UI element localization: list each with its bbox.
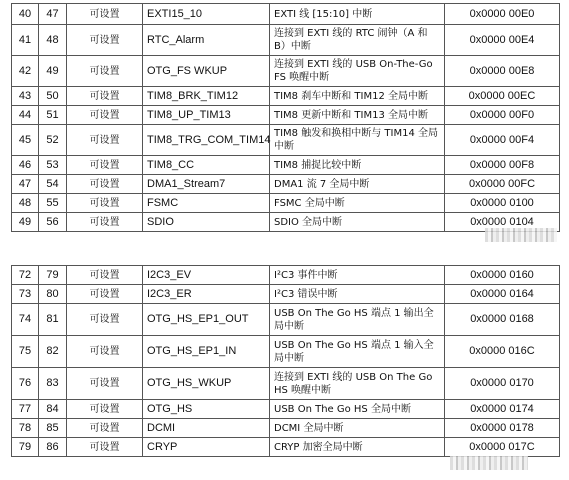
priority-type-cell: 可设置: [67, 368, 143, 400]
table-row: [12, 336, 560, 368]
description-cell: DCMI 全局中断: [270, 419, 445, 438]
address-cell: 0x0000 0178: [445, 419, 560, 438]
vector-name-cell: CRYP: [143, 438, 270, 457]
position-cell: 44: [12, 106, 39, 125]
address-cell: 0x0000 0100: [445, 194, 560, 213]
priority-cell: 51: [39, 106, 67, 125]
priority-cell: 52: [39, 125, 67, 156]
priority-type-cell: 可设置: [67, 4, 143, 25]
vector-name-cell: FSMC: [143, 194, 270, 213]
table-row: [12, 194, 560, 213]
table-row: [12, 87, 560, 106]
priority-type-cell: 可设置: [67, 336, 143, 368]
priority-type-cell: 可设置: [67, 156, 143, 175]
priority-cell: 54: [39, 175, 67, 194]
description-cell: 连接到 EXTI 线的 USB On The Go HS 唤醒中断: [270, 368, 445, 400]
description-cell: CRYP 加密全局中断: [270, 438, 445, 457]
address-cell: 0x0000 0170: [445, 368, 560, 400]
position-cell: 43: [12, 87, 39, 106]
description-cell: DMA1 流 7 全局中断: [270, 175, 445, 194]
table-row: [12, 175, 560, 194]
watermark-blur: [450, 456, 528, 470]
table-row: [12, 25, 560, 56]
vector-name-cell: EXTI15_10: [143, 4, 270, 25]
address-cell: 0x0000 00FC: [445, 175, 560, 194]
position-cell: 77: [12, 400, 39, 419]
description-cell: I²C3 错误中断: [270, 285, 445, 304]
description-cell: USB On The Go HS 端点 1 输出全局中断: [270, 304, 445, 336]
address-cell: 0x0000 00EC: [445, 87, 560, 106]
description-cell: 连接到 EXTI 线的 RTC 闹钟（A 和 B）中断: [270, 25, 445, 56]
vector-name-cell: OTG_HS_EP1_OUT: [143, 304, 270, 336]
table-row: [12, 213, 560, 232]
priority-type-cell: 可设置: [67, 125, 143, 156]
priority-cell: 53: [39, 156, 67, 175]
table-row: [12, 419, 560, 438]
address-cell: 0x0000 0164: [445, 285, 560, 304]
table-row: [12, 4, 560, 25]
description-cell: FSMC 全局中断: [270, 194, 445, 213]
priority-cell: 84: [39, 400, 67, 419]
priority-type-cell: 可设置: [67, 106, 143, 125]
position-cell: 48: [12, 194, 39, 213]
priority-type-cell: 可设置: [67, 304, 143, 336]
priority-cell: 56: [39, 213, 67, 232]
vector-table-bottom-body: [12, 266, 560, 457]
address-cell: 0x0000 017C: [445, 438, 560, 457]
address-cell: 0x0000 00F0: [445, 106, 560, 125]
position-cell: 74: [12, 304, 39, 336]
vector-name-cell: OTG_HS_EP1_IN: [143, 336, 270, 368]
table-row: [12, 106, 560, 125]
address-cell: 0x0000 016C: [445, 336, 560, 368]
table-row: [12, 400, 560, 419]
table-row: [12, 156, 560, 175]
description-cell: TIM8 捕捉比较中断: [270, 156, 445, 175]
position-cell: 41: [12, 25, 39, 56]
priority-type-cell: 可设置: [67, 419, 143, 438]
vector-table-top: [11, 3, 560, 232]
vector-name-cell: OTG_HS_WKUP: [143, 368, 270, 400]
description-cell: I²C3 事件中断: [270, 266, 445, 285]
priority-cell: 55: [39, 194, 67, 213]
vector-name-cell: OTG_HS: [143, 400, 270, 419]
priority-cell: 83: [39, 368, 67, 400]
address-cell: 0x0000 00F8: [445, 156, 560, 175]
priority-cell: 86: [39, 438, 67, 457]
vector-name-cell: RTC_Alarm: [143, 25, 270, 56]
priority-cell: 50: [39, 87, 67, 106]
priority-type-cell: 可设置: [67, 438, 143, 457]
address-cell: 0x0000 0174: [445, 400, 560, 419]
vector-name-cell: TIM8_UP_TIM13: [143, 106, 270, 125]
vector-name-cell: SDIO: [143, 213, 270, 232]
description-cell: TIM8 更新中断和 TIM13 全局中断: [270, 106, 445, 125]
position-cell: 47: [12, 175, 39, 194]
position-cell: 78: [12, 419, 39, 438]
description-cell: 连接到 EXTI 线的 USB On-The-Go FS 唤醒中断: [270, 56, 445, 87]
table-row: [12, 304, 560, 336]
position-cell: 79: [12, 438, 39, 457]
table-row: [12, 368, 560, 400]
table-row: [12, 125, 560, 156]
description-cell: TIM8 触发和换相中断与 TIM14 全局中断: [270, 125, 445, 156]
position-cell: 76: [12, 368, 39, 400]
description-cell: EXTI 线 [15:10] 中断: [270, 4, 445, 25]
priority-type-cell: 可设置: [67, 175, 143, 194]
position-cell: 72: [12, 266, 39, 285]
address-cell: 0x0000 00E0: [445, 4, 560, 25]
priority-cell: 85: [39, 419, 67, 438]
vector-name-cell: DCMI: [143, 419, 270, 438]
priority-cell: 81: [39, 304, 67, 336]
address-cell: 0x0000 0168: [445, 304, 560, 336]
watermark-blur: [485, 228, 557, 242]
vector-table-bottom: [11, 265, 560, 457]
vector-name-cell: TIM8_TRG_COM_TIM14: [143, 125, 270, 156]
description-cell: USB On The Go HS 全局中断: [270, 400, 445, 419]
priority-type-cell: 可设置: [67, 213, 143, 232]
address-cell: 0x0000 00F4: [445, 125, 560, 156]
table-row: [12, 285, 560, 304]
address-cell: 0x0000 00E4: [445, 25, 560, 56]
position-cell: 46: [12, 156, 39, 175]
vector-name-cell: I2C3_ER: [143, 285, 270, 304]
priority-cell: 79: [39, 266, 67, 285]
table-row: [12, 266, 560, 285]
description-cell: TIM8 刹车中断和 TIM12 全局中断: [270, 87, 445, 106]
priority-type-cell: 可设置: [67, 56, 143, 87]
priority-cell: 49: [39, 56, 67, 87]
position-cell: 45: [12, 125, 39, 156]
priority-type-cell: 可设置: [67, 400, 143, 419]
priority-cell: 82: [39, 336, 67, 368]
address-cell: 0x0000 0104: [445, 213, 560, 232]
position-cell: 42: [12, 56, 39, 87]
priority-type-cell: 可设置: [67, 87, 143, 106]
address-cell: 0x0000 0160: [445, 266, 560, 285]
description-cell: USB On The Go HS 端点 1 输入全局中断: [270, 336, 445, 368]
priority-type-cell: 可设置: [67, 194, 143, 213]
vector-name-cell: DMA1_Stream7: [143, 175, 270, 194]
address-cell: 0x0000 00E8: [445, 56, 560, 87]
vector-name-cell: TIM8_CC: [143, 156, 270, 175]
priority-cell: 48: [39, 25, 67, 56]
table-row: [12, 438, 560, 457]
vector-name-cell: OTG_FS WKUP: [143, 56, 270, 87]
priority-type-cell: 可设置: [67, 25, 143, 56]
priority-type-cell: 可设置: [67, 266, 143, 285]
table-row: [12, 56, 560, 87]
position-cell: 49: [12, 213, 39, 232]
vector-name-cell: I2C3_EV: [143, 266, 270, 285]
position-cell: 73: [12, 285, 39, 304]
vector-name-cell: TIM8_BRK_TIM12: [143, 87, 270, 106]
priority-cell: 80: [39, 285, 67, 304]
position-cell: 75: [12, 336, 39, 368]
priority-type-cell: 可设置: [67, 285, 143, 304]
position-cell: 40: [12, 4, 39, 25]
priority-cell: 47: [39, 4, 67, 25]
vector-table-top-body: [12, 4, 560, 232]
description-cell: SDIO 全局中断: [270, 213, 445, 232]
